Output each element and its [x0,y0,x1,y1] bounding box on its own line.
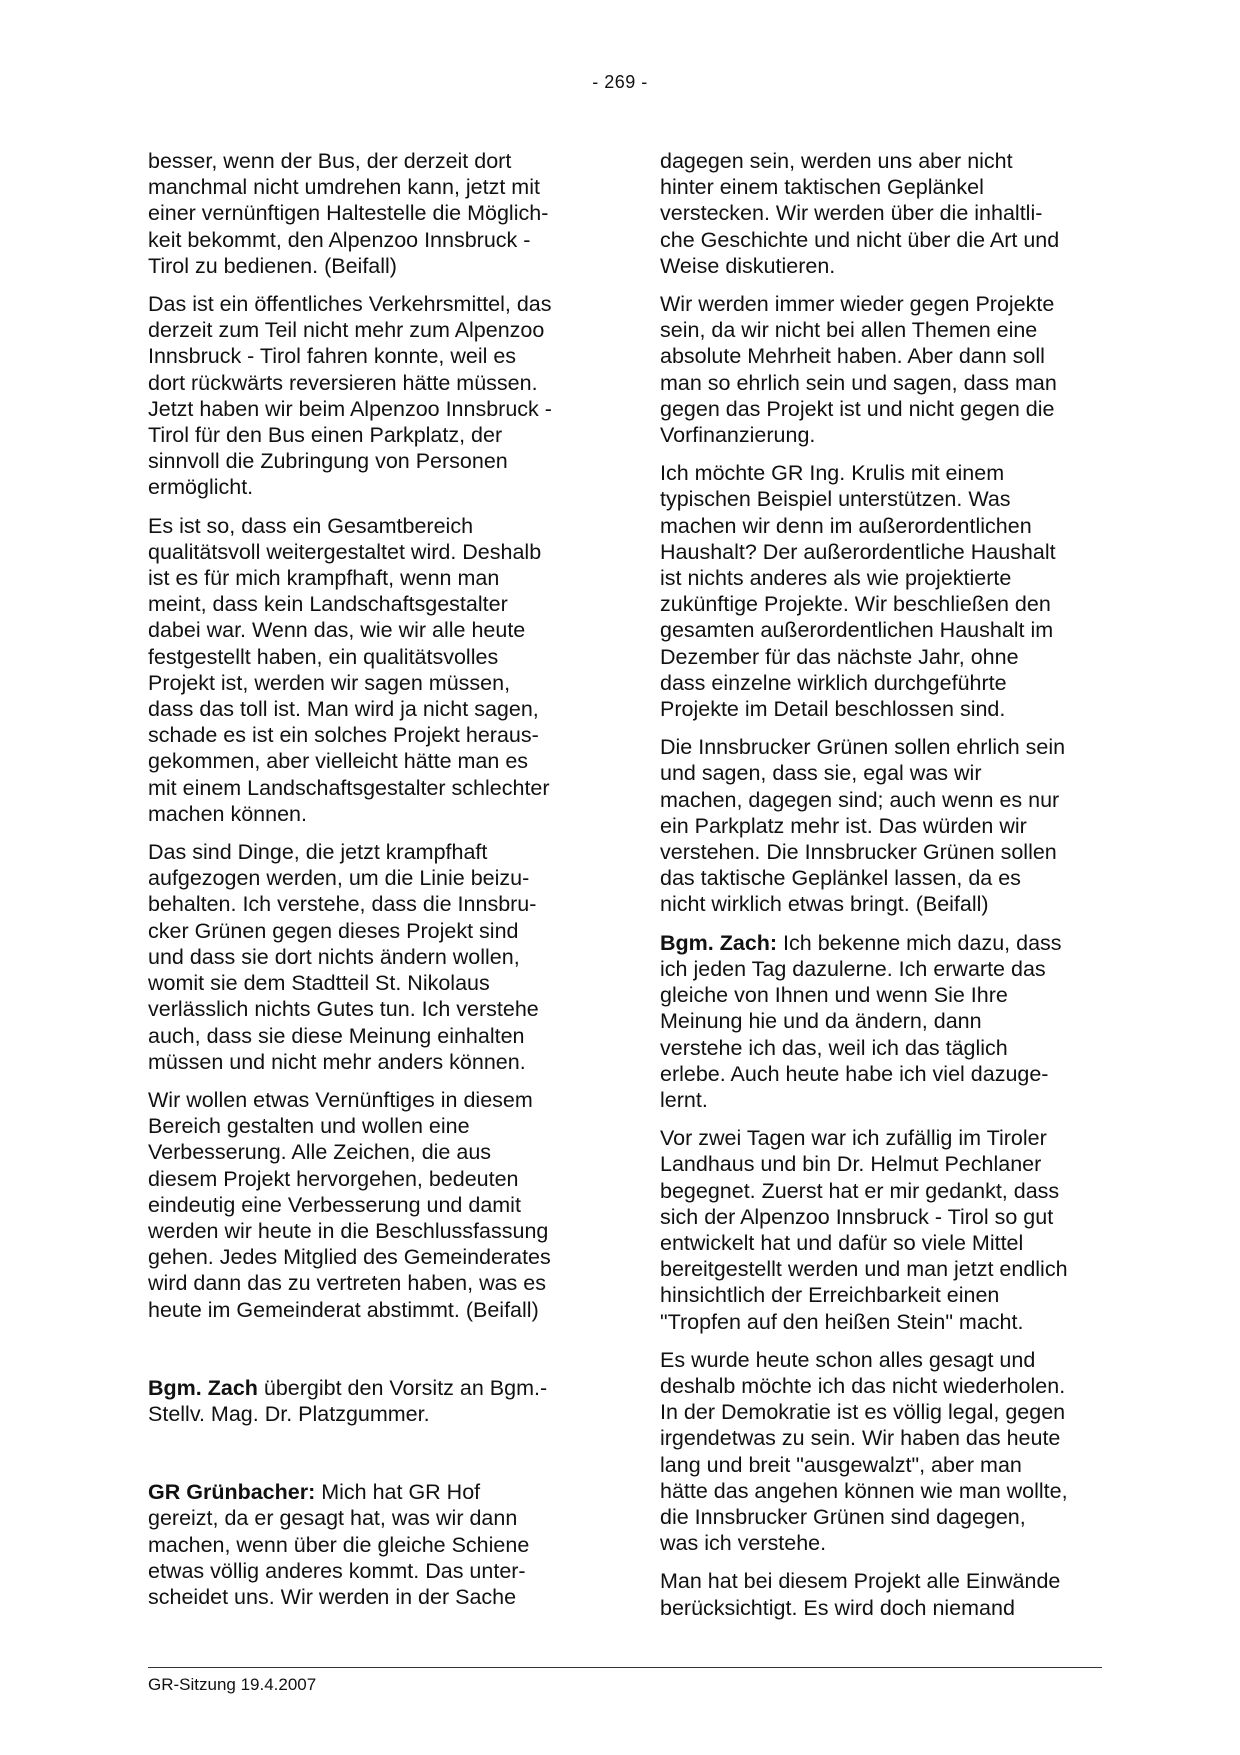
paragraph: Ich möchte GR Ing. Krulis mit einem typischen Beispiel unterstützen. Was machen wir denn im außerordentlichen Haushalt? Der außerordentliche Haushalt ist nichts anderes als wie projektierte zukünftige Projekte. Wir beschließen den gesamten außerordentlichen Haushalt im Dezember für das nächste Jahr, ohne dass einzelne wirklich durchgeführte Projekte im Detail beschlossen sind. [660,461,1056,722]
paragraph: Es wurde heute schon alles gesagt und deshalb möchte ich das nicht wiederholen. In der Demokratie ist es völlig legal, gegen irgendetwas zu sein. Wir haben das heute lang und breit "ausgewalzt", aber man hätte das angehen können wie man wollte, die Innsbrucker Grünen sind dagegen, was ich verstehe. [660,1347,1068,1556]
paragraph [148,1375,588,1427]
paragraph: Das sind Dinge, die jetzt krampfhaft aufgezogen werden, um die Linie beizu- behalten. Ich verstehe, dass die Innsbru- cker Grünen gegen dieses Projekt sind und dass sie dort nichts ändern wollen, womit sie dem Stadtteil St. Nikolaus verlässlich nichts Gutes tun. Ich verstehe auch, dass sie diese Meinung einhalten müssen und nicht mehr anders können. [148,840,539,1074]
paragraph [148,1479,588,1610]
paragraph: Vor zwei Tagen war ich zufällig im Tiroler Landhaus und bin Dr. Helmut Pechlaner begegnet. Zuerst hat er mir gedankt, dass sich der Alpenzoo Innsbruck - Tirol so gut entwickelt hat und dafür so viele Mittel bereitgestellt werden und man jetzt endlich hinsichtlich der Erreichbarkeit einen "Tropfen auf den heißen Stein" macht. [660,1126,1068,1334]
speaker-name: Bgm. Zach: [660,930,778,955]
paragraph: dagegen sein, werden uns aber nicht hinter einem taktischen Geplänkel verstecken. Wir werden über die inhaltli- che Geschichte und nicht über die Art und Weise diskutieren. [660,149,1060,278]
paragraph: Man hat bei diesem Projekt alle Einwände berücksichtigt. Es wird doch niemand [660,1569,1061,1620]
left-column [148,148,588,1622]
footer-session-label: GR-Sitzung 19.4.2007 [148,1675,317,1694]
paragraph: besser, wenn der Bus, der derzeit dort manchmal nicht umdrehen kann, jetzt mit einer vernünftigen Haltestelle die Möglich- keit bekommt, den Alpenzoo Innsbruck - Tirol zu bedienen. (Beifall) [148,149,549,278]
page-number: - 269 - [592,72,648,92]
speaker-name: GR Grünbacher: [148,1480,316,1505]
paragraph: Wir wollen etwas Vernünftiges in diesem Bereich gestalten und wollen eine Verbesserung. Alle Zeichen, die aus diesem Projekt hervorgehen, bedeuten eindeutig eine Verbesserung und damit werden wir heute in die Beschlussfassung gehen. Jedes Mitglied des Gemeinderates wird dann das zu vertreten haben, was es heute im Gemeinderat abstimmt. (Beifall) [148,1087,551,1322]
footer-divider [148,1667,1102,1668]
speaker-name: Bgm. Zach [148,1375,258,1400]
paragraph: Die Innsbrucker Grünen sollen ehrlich sein und sagen, dass sie, egal was wir machen, dagegen sind; auch wenn es nur ein Parkplatz mehr ist. Das würden wir verstehen. Die Innsbrucker Grünen sollen das taktische Geplänkel lassen, da es nicht wirklich etwas bringt. (Beifall) [660,735,1066,917]
speech-text: Mich hat GR Hof gereizt, da er gesagt hat, was wir dann machen, wenn über die gleiche Schiene etwas völlig anderes kommt. Das unter- scheidet uns. Wir werden in der Sache [148,1480,530,1609]
paragraph: Das ist ein öffentliches Verkehrsmittel, das derzeit zum Teil nicht mehr zum Alpenzoo Innsbruck - Tirol fahren konnte, weil es dort rückwärts reversieren hätte müssen. Jetzt haben wir beim Alpenzoo Innsbruck - Tirol für den Bus einen Parkplatz, der sinnvoll die Zubringung von Personen ermöglicht. [148,292,552,500]
speech-text: übergibt den Vorsitz an Bgm.- Stellv. Mag. Dr. Platzgummer. [148,1375,548,1426]
paragraph: Es ist so, dass ein Gesamtbereich qualitätsvoll weitergestaltet wird. Deshalb ist es für mich krampfhaft, wenn man meint, dass kein Landschaftsgestalter dabei war. Wenn das, wie wir alle heute festgestellt haben, ein qualitätsvolles Projekt ist, werden wir sagen müssen, dass das toll ist. Man wird ja nicht sagen, schade es ist ein solches Projekt heraus- gekommen, aber vielleicht hätte man es mit einem Landschaftsgestalter schlechter machen können. [148,513,550,826]
speech-text: Ich bekenne mich dazu, dass ich jeden Tag dazulerne. Ich erwarte das gleiche von Ihnen und wenn Sie Ihre Meinung hie und da ändern, dann verstehe ich das, weil ich das täglich erlebe. Auch heute habe ich viel dazuge- lernt. [660,930,1062,1112]
paragraph: Wir werden immer wieder gegen Projekte sein, da wir nicht bei allen Themen eine absolute Mehrheit haben. Aber dann soll man so ehrlich sein und sagen, dass man gegen das Projekt ist und nicht gegen die Vorfinanzierung. [660,292,1057,448]
right-column [660,148,1100,1633]
paragraph [660,930,1100,1113]
